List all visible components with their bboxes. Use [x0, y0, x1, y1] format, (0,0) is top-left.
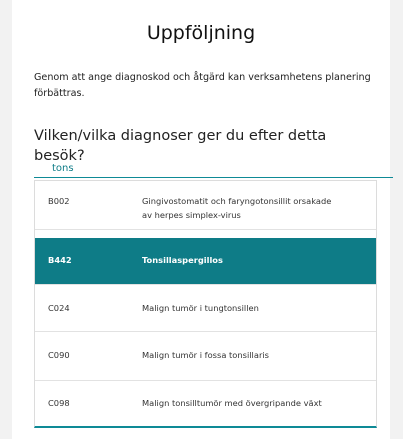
diagnosis-code: B002	[48, 196, 70, 206]
diagnosis-option[interactable]	[35, 332, 376, 381]
diagnosis-code: C024	[48, 303, 70, 313]
diagnosis-option-selected[interactable]	[35, 238, 376, 285]
diagnosis-code: C090	[48, 350, 70, 360]
diagnosis-description: Malign tumör i fossa tonsillaris	[142, 350, 269, 360]
diagnosis-description: Tonsillaspergillos	[142, 255, 223, 265]
diagnosis-description: Malign tumör i tungtonsillen	[142, 303, 259, 313]
diagnosis-option[interactable]	[35, 285, 376, 332]
diagnosis-description: Gingivostomatit och faryngotonsillit orsakade av herpes simplex-virus	[142, 196, 332, 220]
diagnosis-search-input[interactable]	[34, 159, 393, 178]
diagnosis-description: Malign tonsilltumör med övergripande växt	[142, 398, 322, 408]
followup-card	[12, 0, 390, 439]
diagnosis-option[interactable]	[35, 181, 376, 230]
diagnosis-question: Vilken/vilka diagnoser ger du efter detta besök?	[34, 128, 327, 164]
diagnosis-option[interactable]	[35, 381, 376, 426]
diagnosis-code: B442	[48, 255, 72, 265]
page-title: Uppföljning	[146, 22, 256, 44]
diagnosis-suggestion-list[interactable]	[34, 180, 377, 428]
diagnosis-code: C098	[48, 398, 70, 408]
intro-text: Genom att ange diagnoskod och åtgärd kan verksamhetens planering förbättras.	[34, 72, 371, 99]
